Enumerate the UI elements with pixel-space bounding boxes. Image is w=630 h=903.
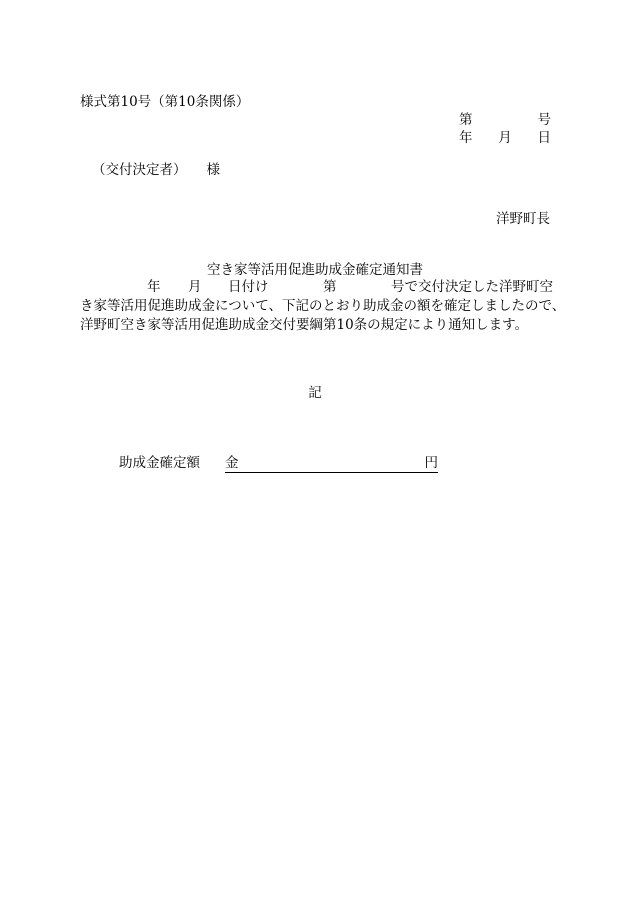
body-number-prefix: 第 xyxy=(323,279,337,295)
document-number xyxy=(459,114,551,128)
amount-kin: 金 xyxy=(225,455,239,471)
recipient-honorific: 様 xyxy=(206,162,220,178)
document-date-year: 年 xyxy=(459,130,473,146)
body-dated: 日付け xyxy=(228,279,269,295)
body-line-3: 洋野町空き家等活用促進助成金交付要綱第10条の規定により通知します。 xyxy=(80,317,529,333)
amount-label: 助成金確定額 xyxy=(119,455,200,471)
document-title: 空き家等活用促進助成金確定通知書 xyxy=(207,262,423,278)
document-date xyxy=(459,132,551,146)
document-date-month: 月 xyxy=(498,130,512,146)
amount-yen-unit: 円 xyxy=(424,455,438,471)
body-continuation: 号で交付決定した洋野町空 xyxy=(391,279,553,295)
amount-row xyxy=(119,457,439,475)
document-number-prefix: 第 xyxy=(459,112,473,128)
body-month: 月 xyxy=(188,279,202,295)
body-year: 年 xyxy=(147,279,161,295)
ki-heading: 記 xyxy=(308,385,322,401)
body-line-2: き家等活用促進助成金について、下記のとおり助成金の額を確定しましたので、 xyxy=(80,298,566,314)
form-number: 様式第10号（第10条関係） xyxy=(80,94,250,110)
document-number-suffix: 号 xyxy=(537,112,551,128)
document-date-day: 日 xyxy=(537,130,551,146)
sender: 洋野町長 xyxy=(496,211,550,227)
amount-field xyxy=(225,457,438,473)
recipient-name: （交付決定者） xyxy=(92,162,187,178)
recipient xyxy=(92,164,220,178)
